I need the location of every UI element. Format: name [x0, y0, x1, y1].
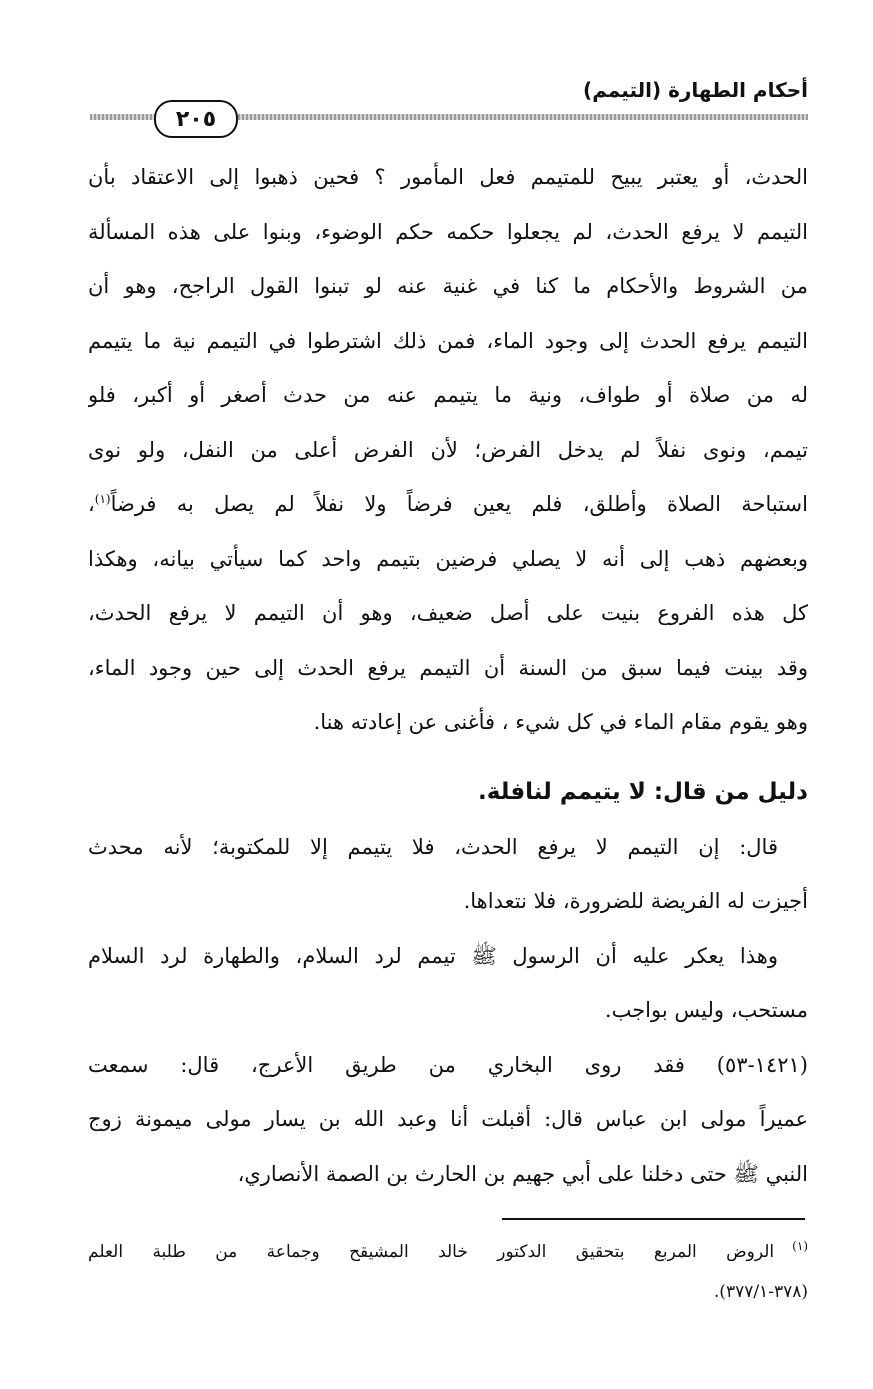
text-line: كل هذه الفروع بنيت على أصل ضعيف، وهو أن التيمم لا يرفع الحدث،	[88, 601, 808, 625]
text-line-with-footnote-ref	[88, 477, 808, 532]
footnote-text: الروض المربع بتحقيق الدكتور خالد المشيقح وجماعة من طلبة العلم	[88, 1242, 775, 1262]
footnote-separator	[502, 1218, 805, 1220]
text-line: له من صلاة أو طواف، ونية ما يتيمم عنه من حدث أصغر أو أكبر، فلو	[88, 383, 808, 407]
text-line: قال: إن التيمم لا يرفع الحدث، فلا يتيمم إلا للمكتوبة؛ لأنه محدث	[88, 834, 778, 859]
text-line: أجيزت له الفريضة للضرورة، فلا نتعداها.	[463, 889, 808, 913]
text-line: عميراً مولى ابن عباس قال: أقبلت أنا وعبد الله بن يسار مولى ميمونة زوج	[88, 1107, 808, 1131]
text-line: الحدث، أو يعتبر يبيح للمتيمم فعل المأمور ؟ فحين ذهبوا إلى الاعتقاد بأن	[88, 165, 808, 189]
page-number: ٢٠٥	[154, 100, 238, 138]
text-line: وهذا يعكر عليه أن الرسول ﷺ تيمم لرد السلام، والطهارة لرد السلام	[88, 943, 778, 968]
footnote	[88, 1232, 808, 1312]
running-title: أحكام الطهارة (التيمم)	[583, 78, 808, 102]
text-line: وقد بينت فيما سبق من السنة أن التيمم يرفع الحدث إلى حين وجود الماء،	[88, 655, 808, 680]
text-line: وهو يقوم مقام الماء في كل شيء ، فأغنى عن إعادته هنا.	[313, 710, 808, 734]
text-line: تيمم، ونوى نفلاً لم يدخل الفرض؛ لأن الفرض أعلى من النفل، ولو نوى	[88, 437, 808, 462]
body-text	[88, 150, 808, 1201]
text-line: مستحب، وليس بواجب.	[604, 998, 808, 1022]
text-line: التيمم لا يرفع الحدث، لم يجعلوا حكمه حكم الوضوء، وبنوا على هذه المسألة	[88, 219, 808, 244]
page-header	[90, 68, 808, 138]
section-heading: دليل من قال: لا يتيمم لنافلة.	[478, 778, 808, 805]
text-segment: استباحة الصلاة وأطلق، فلم يعين فرضاً ولا نفلاً لم يصل به فرضاً	[110, 492, 808, 516]
text-line: النبي ﷺ حتى دخلنا على أبي جهيم بن الحارث بن الصمة الأنصاري،	[237, 1161, 808, 1186]
text-line: من الشروط والأحكام ما كنا في غنية عنه لو تبنوا القول الراجح، وهو أن	[88, 274, 808, 298]
text-line: (١٤٢١-٥٣) فقد روى البخاري من طريق الأعرج، قال: سمعت	[88, 1052, 808, 1077]
footnote-reference[interactable]: (١)	[94, 492, 111, 506]
text-line: وبعضهم ذهب إلى أنه لا يصلي فرضين بتيمم واحد كما سيأتي بيانه، وهكذا	[88, 546, 808, 571]
footnote-marker: (١)	[792, 1239, 808, 1254]
text-segment: ،	[88, 492, 95, 516]
text-line: التيمم يرفع الحدث إلى وجود الماء، فمن ذلك اشترطوا في التيمم نية ما يتيمم	[88, 328, 808, 353]
footnote-line: (٣٧٨-٣٧٧/١).	[713, 1282, 808, 1302]
footnote-line	[88, 1232, 808, 1272]
